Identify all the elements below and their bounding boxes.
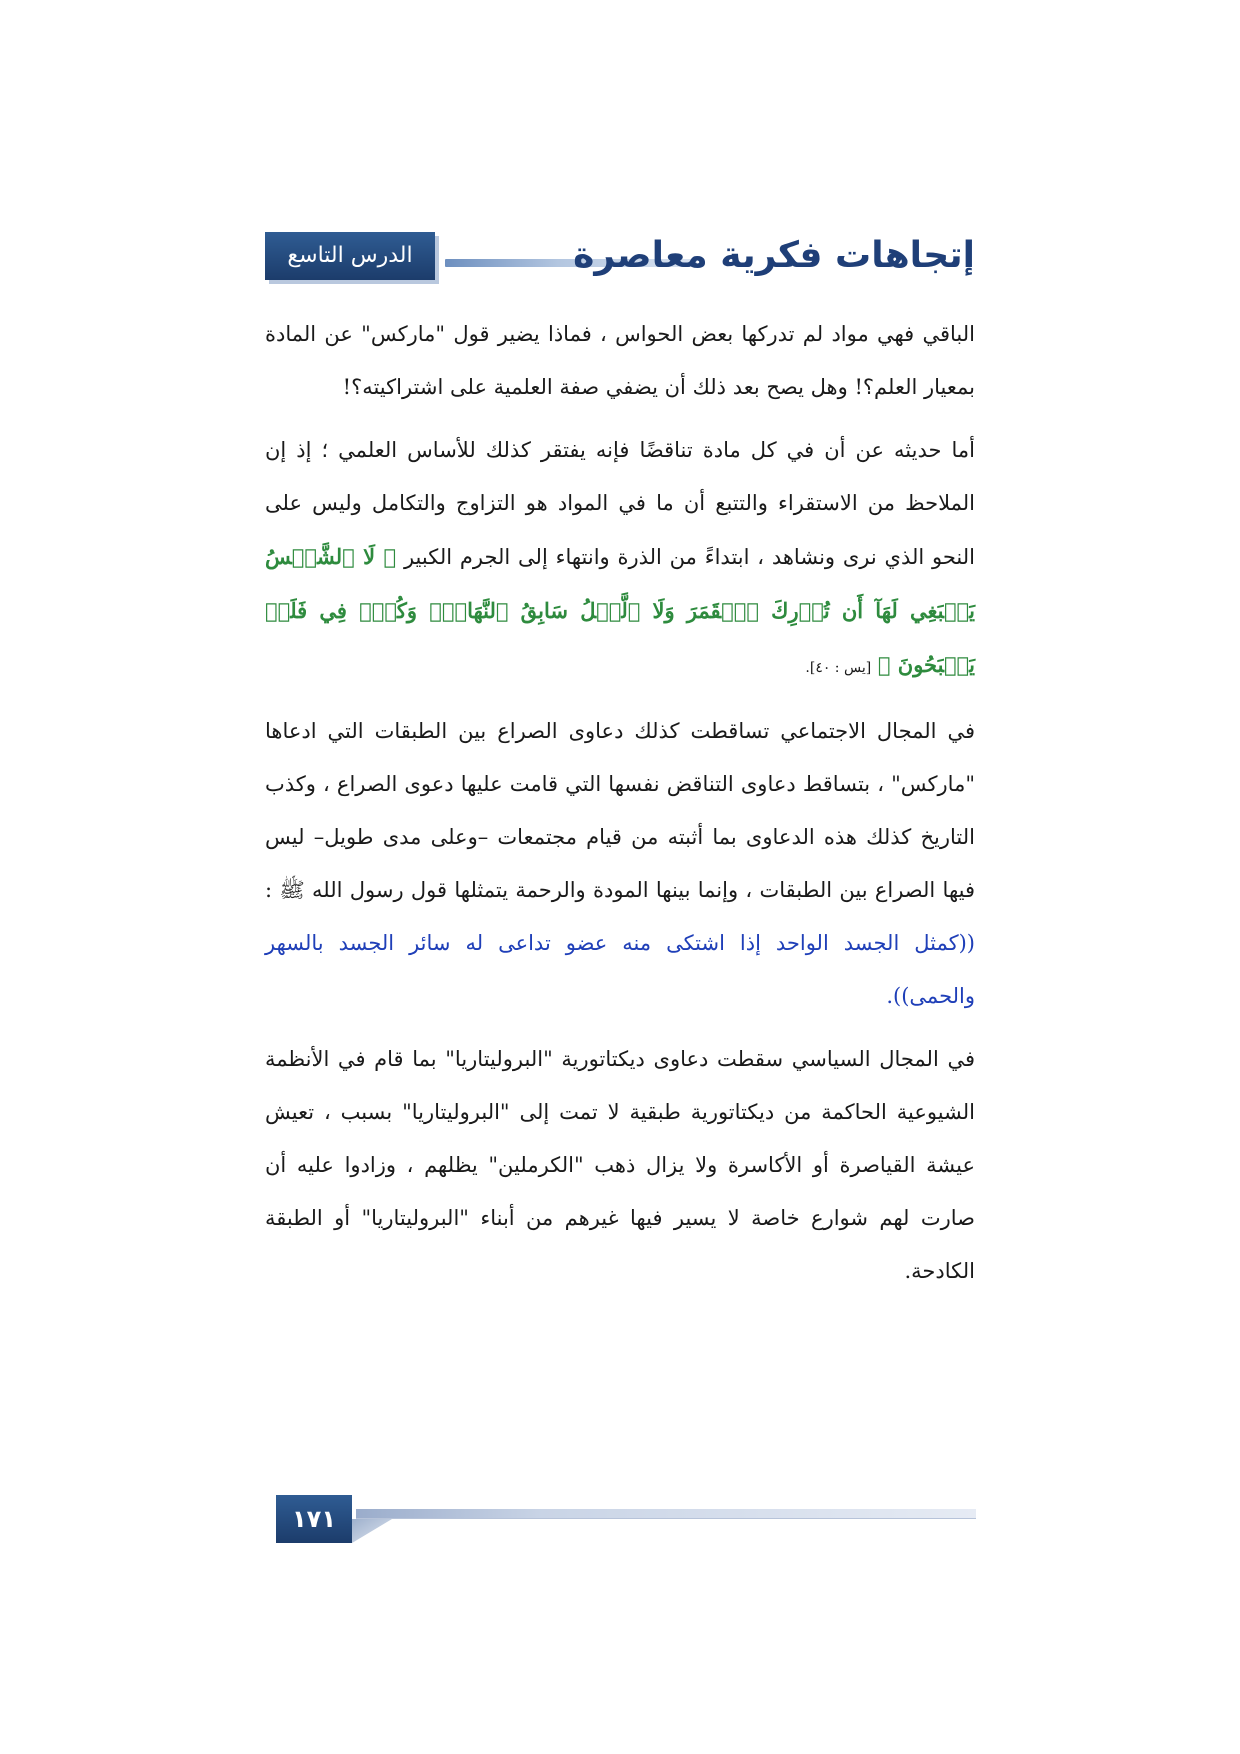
footer-divider bbox=[356, 1509, 976, 1519]
book-title: إتجاهات فكرية معاصرة bbox=[573, 235, 975, 276]
paragraph-2-text: أما حديثه عن أن في كل مادة تناقضًا فإنه يفتقر كذلك للأساس العلمي ؛ إذ إن الملاحظ من الاستقراء والتتبع أن ما في المواد هو التزاوج والتكامل وليس على النحو الذي نرى ونشاهد ، ابتداءً من الذرة وانتهاء إلى الجرم الكبير bbox=[265, 438, 975, 569]
paragraph-4: في المجال السياسي سقطت دعاوى ديكتاتورية "البروليتاريا" بما قام في الأنظمة الشيوعية الحاكمة من ديكتاتورية طبقية لا تمت إلى "البروليتاريا" بسبب ، تعيش عيشة القياصرة أو الأكاسرة ولا يزال ذهب "الكرملين" يظلهم ، وزادوا عليه أن صارت لهم شوارع خاصة لا يسير فيها غيرهم من أبناء "البروليتاريا" أو الطبقة الكادحة. bbox=[265, 1047, 975, 1283]
page-number-shadow bbox=[352, 1519, 392, 1543]
paragraph-3 bbox=[265, 705, 975, 1023]
verse-reference: [يس : ٤٠]. bbox=[805, 660, 872, 676]
page-number: ١٧١ bbox=[276, 1495, 352, 1543]
lesson-label: الدرس التاسع bbox=[265, 232, 435, 280]
page-header bbox=[265, 232, 975, 292]
page-footer bbox=[276, 1495, 976, 1545]
hadith-quote: ((كمثل الجسد الواحد إذا اشتكى منه عضو تداعى له سائر الجسد بالسهر والحمى)). bbox=[265, 931, 975, 1008]
quran-verse: ﴿ لَا ٱلشَّمۡسُ يَنۢبَغِي لَهَآ أَن تُدۡرِكَ ٱلۡقَمَرَ وَلَا ٱلَّيۡلُ سَابِقُ ٱلنَّهَارِۚ وَكُلّٞ فِي فَلَكٖ يَسۡبَحُونَ ﴾ bbox=[265, 544, 975, 677]
paragraph-1: الباقي فهي مواد لم تدركها بعض الحواس ، فماذا يضير قول "ماركس" عن المادة بمعيار العلم؟! وهل يصح بعد ذلك أن يضفي صفة العلمية على اشتراكيته؟! bbox=[265, 322, 975, 399]
paragraph-3-text: في المجال الاجتماعي تساقطت كذلك دعاوى الصراع بين الطبقات التي ادعاها "ماركس" ، بتساقط دعاوى التناقض نفسها التي قامت عليها دعوى الصراع ، وكذب التاريخ كذلك هذه الدعاوى بما أثبته من قيام مجتمعات –وعلى مدى طويل– ليس فيها الصراع بين الطبقات ، وإنما بينها المودة والرحمة يتمثلها قول رسول الله ﷺ : bbox=[265, 719, 975, 902]
page-body bbox=[265, 308, 975, 1308]
paragraph-2 bbox=[265, 424, 975, 695]
